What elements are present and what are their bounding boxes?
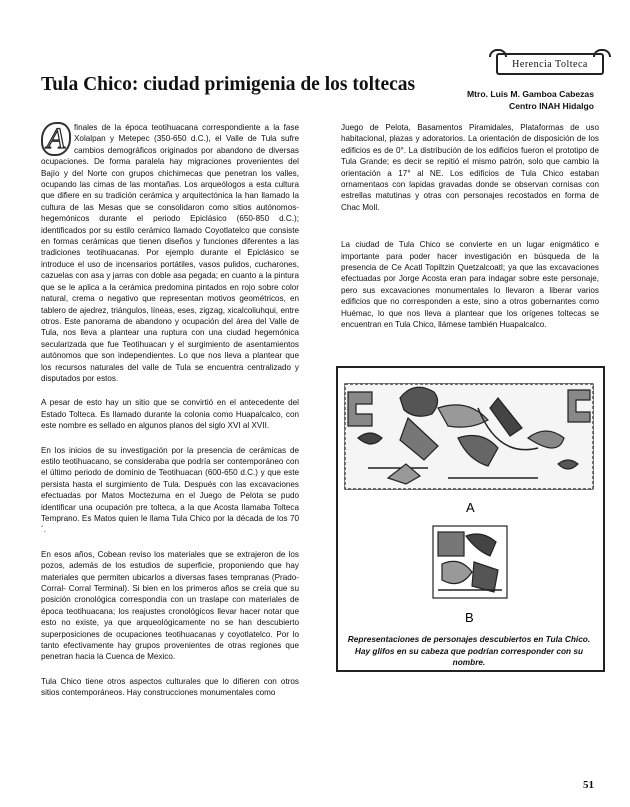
paragraph: En esos años, Cobean reviso los materiales que se extrajeron de los pozos, además de los estudios de superficie, proponiendo que hay materiales que permiten ubicarlos a diversas fases tempranas (Prado- Corral- Corral Terminal). Si bien en los primeros años se creía que su posición cronológica correspondía con un traslape con materiales de época teotihuacana; los reajustes cronológicos llevar hacer notar que esto no existe, ya que arqueológicamente no se han descubierto superposiciones de ocupaciones teotihuacanas y coyotlatelco. Por lo tanto efectivamente hay grupos provenientes de otras regiones que penetran hacia la Cuenca de Mexico. xyxy=(41,549,299,662)
author-block xyxy=(467,88,594,112)
relief-drawing-b xyxy=(433,526,507,598)
article-title: Tula Chico: ciudad primigenia de los toltecas xyxy=(41,74,416,95)
paragraph: La ciudad de Tula Chico se convierte en un lugar enigmático e importante para poder hacer investigación en búsqueda de la presencia de Ce Acatl Topiltzin Quetzalcoatl; ya que las excavaciones efectuadas por Jorge Acosta eran para indagar sobre este personaje, pero sus excavaciones monumentales lo llevaron a liberar varios edificios que no corresponden a este, sino a otros gobernantes como Huémac, lo que nos lleva a plantear que los orígenes toltecas se encuentran en Tula Chico, llámese también Huapalcalco. xyxy=(341,240,599,330)
relief-drawing-a xyxy=(345,384,593,489)
paragraph: Juego de Pelota, Basamentos Piramidales, Plataformas de uso habitacional, plazas y adoratorios. La orientación de disposición de los edificios es de 0°. La distribución de los edificios fueron el prototipo de Tula Grande; es decir se repitió el mismo patrón, solo que cambio la orientación a 17° al NE. Los edificios de Tula Chico estaban ornamentaos con lapidas gravadas donde se observan cornisas con estrellas matutinas y otras con personajes recostados en forma de Chac Moll. xyxy=(341,123,599,212)
figure-illustrations xyxy=(338,368,603,670)
paragraph xyxy=(41,122,299,384)
page-number: 51 xyxy=(583,779,594,791)
paragraph: En los inicios de su investigación por la presencia de cerámicas de estilo teotihuacano, se consideraba que podría ser contemporáneo con el último periodo de dominio de Teotihuacan (600-650 d.C.) y que este persista hasta el surgimiento de Tula. Después con las excavaciones efectuadas por Matos Moctezuma en el Juego de Pelota se pudo identificar una ocupación pre tolteca, a la que Acosta llamaba Tolteca Temprano. Es Matos quien le llama Tula Chico por la década de los 70´. xyxy=(41,445,299,535)
right-column xyxy=(341,122,599,344)
section-badge-text: Herencia Tolteca xyxy=(512,58,588,70)
figure-label-b: B xyxy=(465,610,474,625)
dropcap-ornament xyxy=(41,122,71,156)
paragraph-text: finales de la época teotihuacana correspondiente a la fase Xolalpan y Metepec (350-650 d.C.), el Valle de Tula sufre cambios demográficos originados por abandono de diversas ocupaciones. De forma paralela hay migraciones provenientes del Bajío y del Norte con grupos chichimecas que penetran los valles, ocupando las cimas de las montañas. Los arqueólogos a esta cultura que difiere en su tradición cerámica y arquitectónica la han llamado la cultura de las Mesas que se consolidaron como sitios autónomos- hegemónicos durante el periodo Epiclásico (650-850 d.C.); identificados por su estilo cerámico llamado Coyotlatelco que consiste en formas cerámicas que tienen diseños y funciones diferentes a las tradiciones teotihuacanas. Por ejemplo durante el Epiclásico se introduce el uso de incensarios portátiles, vasos pulidos, cucharones, cazuelas con asa y jarras con doble asa pegada; en cuanto a la pintura que se le aplica a la cerámica predomina pintados en rojo sobre color natural, crema o negativo que representan motivos geométricos, en tablero de ajedrez, triángulos, líneas, eses, zigzag, xicalcoliuhqui, entre otros. Este panorama de abandono y ocupación del área del Valle de Tula, nos lleva a plantear una ruptura con una ciudad hegemónica secularizada que fue Teotihuacan y el surgimiento de asentamientos autónomos que son independientes. Lo que nos lleva a plantear que los recursos naturales del valle de Tula se encuentra centralizado y disputados por estos. xyxy=(41,123,299,383)
author-affiliation: Centro INAH Hidalgo xyxy=(509,101,594,111)
section-badge xyxy=(496,53,604,75)
figure-frame xyxy=(336,366,605,672)
author-name: Mtro. Luis M. Gamboa Cabezas xyxy=(466,89,594,99)
figure-label-a: A xyxy=(466,500,475,515)
paragraph: A pesar de esto hay un sitio que se convirtió en el antecedente del Estado Tolteca. Es llamado durante la colonia como Huapalcalco, con este nombre es sellado en algunos planos del siglo XVI al XVII. xyxy=(41,398,299,431)
figure-caption: Representaciones de personajes descubiertos en Tula Chico. Hay glifos en su cabeza que podrían corresponder con su nombre. xyxy=(347,634,591,667)
paragraph: Tula Chico tiene otros aspectos culturales que lo difieren con otros sitios contemporáneos. Hay construcciones monumentales como xyxy=(41,676,299,698)
left-column xyxy=(41,122,299,712)
dropcap-letter: A xyxy=(46,122,66,156)
